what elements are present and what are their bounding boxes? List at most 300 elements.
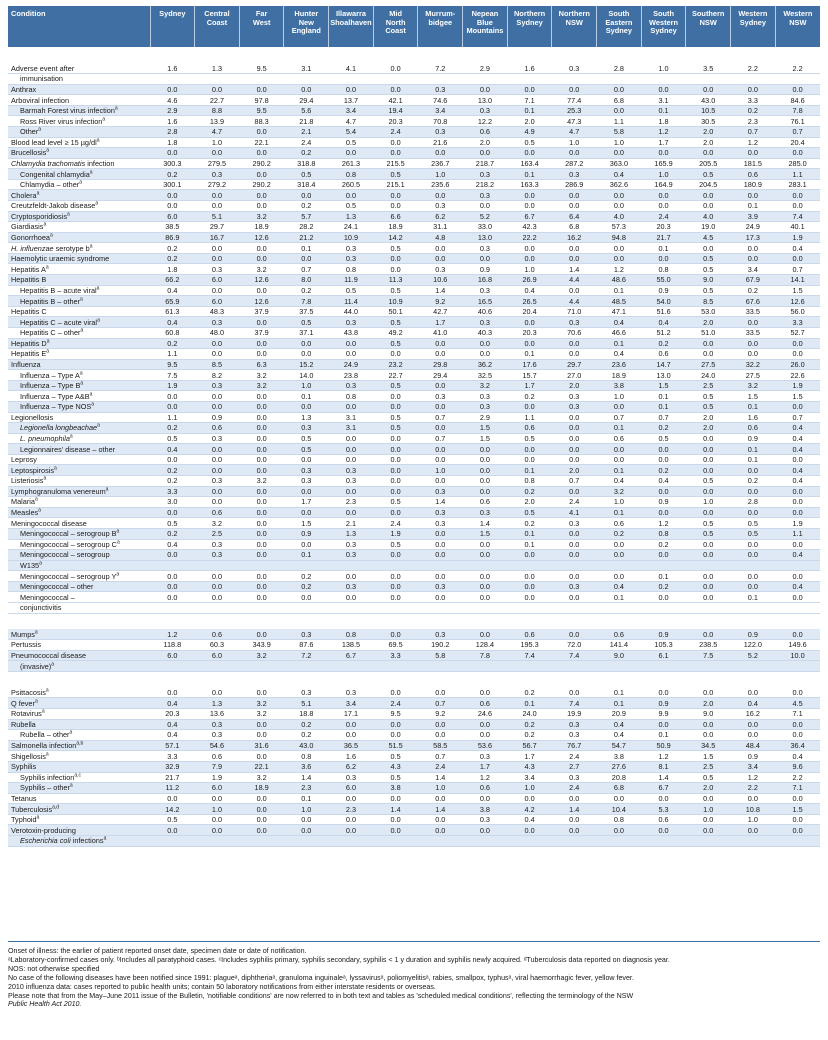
condition-label: H. influenzae — [11, 243, 54, 253]
rate-cell: 0.0 — [195, 349, 240, 360]
rate-cell: 21.6 — [418, 137, 463, 148]
rate-cell: 0.0 — [463, 444, 508, 455]
rate-cell: 57.3 — [597, 222, 642, 233]
rate-cell: 58.5 — [418, 740, 463, 751]
rate-cell: 0.0 — [507, 253, 552, 264]
condition-cell — [8, 380, 150, 391]
rate-cell: 9.2 — [418, 709, 463, 720]
condition-label: Influenza – Type NOS — [20, 402, 92, 412]
rate-cell: 0.0 — [686, 243, 731, 254]
rate-cell: 0.0 — [686, 190, 731, 201]
rate-cell: 0.0 — [373, 719, 418, 730]
footnote-marker: a — [45, 264, 49, 271]
table-row — [8, 528, 820, 539]
rate-cell: 0.9 — [195, 412, 240, 423]
footnote-marker: a — [36, 814, 40, 821]
rate-cell: 164.9 — [641, 179, 686, 190]
condition-cell — [8, 804, 150, 815]
rate-cell: 0.5 — [686, 476, 731, 487]
empty-cell — [507, 835, 552, 846]
rate-cell: 2.0 — [463, 137, 508, 148]
empty-cell — [507, 602, 552, 613]
empty-cell — [686, 661, 731, 672]
condition-label: Psittacosis — [11, 687, 46, 697]
rate-cell: 0.2 — [597, 528, 642, 539]
empty-cell — [284, 835, 329, 846]
rate-cell: 6.7 — [329, 650, 374, 661]
rate-cell: 1.5 — [463, 433, 508, 444]
rate-cell: 0.0 — [195, 465, 240, 476]
rate-cell: 0.0 — [284, 349, 329, 360]
rate-cell: 105.3 — [641, 640, 686, 651]
rate-cell: 56.0 — [775, 306, 820, 317]
rate-cell: 0.0 — [552, 444, 597, 455]
rate-cell: 0.0 — [373, 629, 418, 640]
column-header-line: Mid — [389, 9, 402, 18]
rate-cell: 24.9 — [731, 222, 776, 233]
rate-cell: 0.2 — [150, 253, 195, 264]
rate-cell: 0.7 — [775, 412, 820, 423]
condition-label: Gonorrhoea — [11, 233, 50, 243]
rate-cell: 2.1 — [284, 126, 329, 137]
rate-cell: 3.2 — [239, 380, 284, 391]
empty-cell — [195, 560, 240, 571]
empty-cell — [373, 74, 418, 85]
condition-cell — [8, 391, 150, 402]
column-header-line: Mountains — [466, 26, 504, 35]
rate-cell: 1.9 — [150, 380, 195, 391]
rate-cell: 0.0 — [195, 687, 240, 698]
rate-cell: 0.3 — [329, 317, 374, 328]
rate-cell: 0.3 — [195, 719, 240, 730]
footnote-marker: a,d — [52, 804, 60, 811]
condition-label: Malaria — [11, 497, 35, 507]
rate-cell: 0.0 — [284, 338, 329, 349]
rate-cell: 0.0 — [373, 349, 418, 360]
footnote-marker: a — [116, 571, 120, 578]
rate-cell: 1.4 — [418, 804, 463, 815]
rate-cell: 54.0 — [641, 296, 686, 307]
condition-label: Chlamydia trachomatis — [11, 158, 86, 168]
rate-cell: 0.3 — [195, 476, 240, 487]
rate-cell: 9.0 — [686, 275, 731, 286]
condition-label: Ross River virus infection — [20, 116, 103, 126]
rate-cell: 2.9 — [463, 412, 508, 423]
rate-cell: 0.0 — [150, 454, 195, 465]
rate-cell: 16.2 — [731, 709, 776, 720]
condition-cell — [8, 126, 150, 137]
rate-cell: 6.7 — [641, 783, 686, 794]
rate-cell: 6.8 — [597, 95, 642, 106]
rate-cell: 0.0 — [329, 814, 374, 825]
rate-cell: 0.5 — [686, 169, 731, 180]
rate-cell: 0.0 — [239, 730, 284, 741]
rate-cell: 0.5 — [373, 751, 418, 762]
rate-cell: 11.2 — [150, 783, 195, 794]
rate-cell: 3.4 — [418, 105, 463, 116]
condition-label: Measles — [11, 508, 39, 518]
rate-cell: 0.0 — [775, 825, 820, 836]
rate-cell: 0.0 — [775, 507, 820, 518]
condition-cell — [8, 317, 150, 328]
table-row — [8, 835, 820, 846]
rate-cell: 0.5 — [373, 539, 418, 550]
condition-label: Haemolytic uraemic syndrome — [11, 254, 110, 264]
rate-cell: 44.0 — [329, 306, 374, 317]
rate-cell: 1.6 — [150, 63, 195, 74]
rate-cell: 37.5 — [284, 306, 329, 317]
table-header-row — [8, 6, 820, 47]
rate-cell: 343.9 — [239, 640, 284, 651]
condition-cell — [8, 740, 150, 751]
footnote-marker: a — [96, 285, 100, 292]
rate-cell: 3.8 — [463, 804, 508, 815]
rate-cell: 0.7 — [418, 698, 463, 709]
rate-cell: 0.0 — [373, 454, 418, 465]
rate-cell: 9.5 — [239, 63, 284, 74]
rate-cell: 0.3 — [195, 550, 240, 561]
rate-cell: 0.2 — [150, 465, 195, 476]
rate-cell: 0.0 — [552, 243, 597, 254]
column-header-region — [284, 6, 329, 47]
rate-cell: 0.0 — [195, 285, 240, 296]
rate-cell: 0.1 — [284, 550, 329, 561]
rate-cell: 0.0 — [641, 825, 686, 836]
rate-cell: 0.1 — [641, 243, 686, 254]
empty-cell — [463, 661, 508, 672]
rate-cell: 5.6 — [284, 105, 329, 116]
rate-cell: 7.4 — [552, 698, 597, 709]
rate-cell: 0.4 — [775, 476, 820, 487]
rate-cell: 0.0 — [552, 412, 597, 423]
condition-label: Hepatitis D — [11, 338, 47, 348]
rate-cell: 1.4 — [641, 772, 686, 783]
rate-cell: 0.2 — [150, 423, 195, 434]
table-row — [8, 253, 820, 264]
rate-cell: 0.0 — [552, 550, 597, 561]
rate-cell: 20.8 — [597, 772, 642, 783]
rate-cell: 12.6 — [239, 232, 284, 243]
rate-cell: 18.8 — [284, 709, 329, 720]
empty-cell — [686, 74, 731, 85]
rate-cell: 0.5 — [507, 137, 552, 148]
rate-cell: 71.0 — [552, 306, 597, 317]
rate-cell: 15.2 — [284, 359, 329, 370]
rate-cell: 0.0 — [507, 148, 552, 159]
rate-cell: 0.0 — [686, 349, 731, 360]
rate-cell: 0.0 — [597, 571, 642, 582]
condition-cell — [8, 158, 150, 169]
rate-cell: 1.2 — [150, 629, 195, 640]
rate-cell: 0.0 — [418, 253, 463, 264]
condition-cell — [8, 169, 150, 180]
rate-cell: 0.0 — [641, 719, 686, 730]
rate-cell: 0.0 — [507, 825, 552, 836]
condition-label: Influenza – Type A&B — [20, 391, 90, 401]
rate-cell: 0.9 — [641, 497, 686, 508]
footnote-marker: a — [51, 661, 55, 668]
rate-cell: 0.8 — [329, 629, 374, 640]
rate-cell: 0.4 — [775, 423, 820, 434]
table-row — [8, 539, 820, 550]
rate-cell: 3.9 — [731, 211, 776, 222]
rate-cell: 0.0 — [775, 571, 820, 582]
rate-cell: 0.0 — [239, 751, 284, 762]
rate-cell: 0.1 — [507, 105, 552, 116]
table-row — [8, 349, 820, 360]
table-row — [8, 444, 820, 455]
rate-cell: 0.0 — [552, 454, 597, 465]
rate-cell: 53.6 — [463, 740, 508, 751]
table-row — [8, 74, 820, 85]
rate-cell: 0.0 — [329, 793, 374, 804]
rate-cell: 4.9 — [507, 126, 552, 137]
rate-cell: 0.1 — [641, 402, 686, 413]
rate-cell: 12.2 — [463, 116, 508, 127]
rate-cell: 54.6 — [195, 740, 240, 751]
rate-cell: 2.8 — [150, 126, 195, 137]
rate-cell: 0.0 — [507, 190, 552, 201]
empty-cell — [239, 602, 284, 613]
rate-cell: 0.6 — [641, 349, 686, 360]
rate-cell: 1.1 — [775, 528, 820, 539]
rate-cell: 42.7 — [418, 306, 463, 317]
condition-label: Influenza – Type B — [20, 381, 81, 391]
rate-cell: 0.0 — [195, 444, 240, 455]
condition-cell — [8, 629, 150, 640]
rate-cell: 0.0 — [373, 444, 418, 455]
rate-cell: 0.0 — [775, 148, 820, 159]
column-header-line: Sydney — [516, 17, 543, 27]
rate-cell: 0.1 — [597, 507, 642, 518]
rate-cell: 0.2 — [731, 105, 776, 116]
rate-cell: 0.0 — [463, 349, 508, 360]
rate-cell: 0.0 — [552, 349, 597, 360]
empty-cell — [239, 74, 284, 85]
rate-cell: 0.3 — [552, 518, 597, 529]
rate-cell: 0.0 — [507, 793, 552, 804]
rate-cell: 0.0 — [597, 201, 642, 212]
rate-cell: 0.0 — [284, 507, 329, 518]
column-header-region — [150, 6, 195, 47]
condition-label: Barmah Forest virus infection — [20, 106, 115, 116]
rate-cell: 3.4 — [507, 772, 552, 783]
rate-cell: 0.0 — [239, 629, 284, 640]
table-row — [8, 179, 820, 190]
condition-label: Lymphogranuloma venereum — [11, 486, 106, 496]
rate-cell: 1.3 — [329, 528, 374, 539]
rate-cell: 3.3 — [150, 751, 195, 762]
rate-cell: 1.8 — [641, 116, 686, 127]
rate-cell: 0.5 — [686, 402, 731, 413]
condition-cell — [8, 581, 150, 592]
rate-cell: 0.0 — [463, 84, 508, 95]
empty-cell — [150, 560, 195, 571]
condition-cell — [8, 730, 150, 741]
rate-cell: 38.5 — [150, 222, 195, 233]
rate-cell: 0.4 — [775, 581, 820, 592]
rate-cell: 300.3 — [150, 158, 195, 169]
rate-cell: 0.5 — [373, 317, 418, 328]
rate-cell: 0.0 — [731, 687, 776, 698]
rate-cell: 0.7 — [641, 412, 686, 423]
rate-cell: 0.0 — [373, 391, 418, 402]
table-row — [8, 285, 820, 296]
rate-cell: 33.5 — [731, 306, 776, 317]
rate-cell: 0.4 — [597, 476, 642, 487]
rate-cell: 0.0 — [463, 793, 508, 804]
rate-cell: 0.2 — [150, 243, 195, 254]
rate-cell: 0.0 — [195, 243, 240, 254]
rate-cell: 1.0 — [686, 804, 731, 815]
table-row — [8, 370, 820, 381]
rate-cell: 0.4 — [775, 465, 820, 476]
empty-cell — [463, 602, 508, 613]
footnote-marker: a — [96, 137, 100, 144]
rate-cell: 14.0 — [284, 370, 329, 381]
condition-label: Syphilis — [11, 762, 37, 772]
rate-cell: 0.6 — [463, 497, 508, 508]
empty-cell — [597, 835, 642, 846]
rate-cell: 0.0 — [686, 719, 731, 730]
rate-cell: 0.0 — [418, 423, 463, 434]
rate-cell: 5.7 — [284, 211, 329, 222]
rate-cell: 0.0 — [463, 454, 508, 465]
rate-cell: 0.0 — [373, 190, 418, 201]
rate-cell: 20.4 — [775, 137, 820, 148]
empty-cell — [552, 602, 597, 613]
condition-label: Cryptosporidiosis — [11, 211, 67, 221]
rate-cell: 0.0 — [150, 148, 195, 159]
rate-cell: 29.8 — [418, 359, 463, 370]
rate-cell: 51.2 — [641, 327, 686, 338]
rate-cell: 0.0 — [552, 486, 597, 497]
rate-cell: 0.0 — [373, 571, 418, 582]
column-header-line: Western — [738, 9, 768, 18]
rate-cell: 0.0 — [552, 825, 597, 836]
column-header-condition — [8, 6, 150, 47]
rate-cell: 0.6 — [463, 126, 508, 137]
rate-cell: 2.4 — [418, 761, 463, 772]
rate-cell: 1.7 — [284, 497, 329, 508]
rate-cell: 0.4 — [150, 719, 195, 730]
rate-cell: 14.2 — [373, 232, 418, 243]
rate-cell: 0.0 — [150, 391, 195, 402]
condition-label: Meningococcal – serogroup — [20, 550, 110, 560]
condition-cell — [8, 296, 150, 307]
rate-cell: 50.9 — [641, 740, 686, 751]
condition-label: Syphilis infection — [20, 772, 75, 782]
rate-cell: 3.1 — [641, 95, 686, 106]
rate-cell: 0.0 — [418, 402, 463, 413]
rate-cell: 0.1 — [641, 391, 686, 402]
rate-cell: 24.0 — [686, 370, 731, 381]
rate-cell: 0.6 — [597, 433, 642, 444]
rate-cell: 8.2 — [195, 370, 240, 381]
rate-cell: 13.9 — [195, 116, 240, 127]
condition-cell — [8, 402, 150, 413]
empty-cell — [284, 602, 329, 613]
empty-cell — [284, 74, 329, 85]
rate-cell: 6.4 — [552, 211, 597, 222]
rate-cell: 1.6 — [507, 63, 552, 74]
rate-cell: 0.0 — [239, 243, 284, 254]
column-header-region — [641, 6, 686, 47]
notification-rates-table — [8, 6, 820, 847]
table-row — [8, 709, 820, 720]
condition-label: Creutzfeldt-Jakob disease — [11, 201, 96, 211]
rate-cell: 0.0 — [239, 550, 284, 561]
condition-label-rest: serotype b — [53, 243, 90, 253]
rate-cell: 1.4 — [418, 497, 463, 508]
condition-cell — [8, 709, 150, 720]
rate-cell: 26.0 — [775, 359, 820, 370]
rate-cell: 48.3 — [195, 306, 240, 317]
rate-cell: 0.0 — [239, 444, 284, 455]
rate-cell: 1.9 — [373, 528, 418, 539]
rate-cell: 0.0 — [597, 148, 642, 159]
condition-cell-continued — [8, 835, 150, 846]
rate-cell: 65.9 — [150, 296, 195, 307]
rate-cell: 0.0 — [507, 550, 552, 561]
table-row — [8, 629, 820, 640]
rate-cell: 0.6 — [195, 751, 240, 762]
rate-cell: 0.0 — [373, 592, 418, 603]
rate-cell: 0.0 — [552, 201, 597, 212]
rate-cell: 29.7 — [552, 359, 597, 370]
rate-cell: 0.4 — [150, 317, 195, 328]
rate-cell: 0.0 — [731, 84, 776, 95]
rate-cell: 0.3 — [329, 465, 374, 476]
rate-cell: 0.0 — [329, 592, 374, 603]
rate-cell: 0.3 — [418, 507, 463, 518]
condition-cell — [8, 550, 150, 561]
table-row — [8, 116, 820, 127]
condition-label: Leprosy — [11, 455, 37, 465]
rate-cell: 0.0 — [641, 148, 686, 159]
rate-cell: 21.8 — [284, 116, 329, 127]
condition-label: Arboviral infection — [11, 95, 69, 105]
empty-cell — [507, 74, 552, 85]
rate-cell: 2.4 — [552, 751, 597, 762]
rate-cell: 0.0 — [239, 423, 284, 434]
table-row — [8, 158, 820, 169]
empty-cell — [239, 560, 284, 571]
rate-cell: 1.1 — [597, 116, 642, 127]
empty-cell — [463, 835, 508, 846]
rate-cell: 2.3 — [329, 804, 374, 815]
rate-cell: 0.0 — [239, 391, 284, 402]
rate-cell: 33.5 — [731, 327, 776, 338]
table-row — [8, 47, 820, 63]
rate-cell: 43.8 — [329, 327, 374, 338]
rate-cell: 149.6 — [775, 640, 820, 651]
rate-cell: 0.9 — [731, 629, 776, 640]
rate-cell: 0.2 — [507, 391, 552, 402]
empty-cell — [150, 835, 195, 846]
rate-cell: 40.6 — [463, 306, 508, 317]
rate-cell: 0.2 — [641, 338, 686, 349]
rate-cell: 0.4 — [150, 285, 195, 296]
rate-cell: 0.0 — [463, 476, 508, 487]
rate-cell: 0.3 — [552, 169, 597, 180]
rate-cell: 0.5 — [329, 201, 374, 212]
rate-cell: 1.1 — [775, 169, 820, 180]
rate-cell: 0.2 — [150, 338, 195, 349]
footnote-marker: a — [89, 391, 93, 398]
rate-cell: 0.0 — [239, 528, 284, 539]
rate-cell: 0.0 — [686, 201, 731, 212]
